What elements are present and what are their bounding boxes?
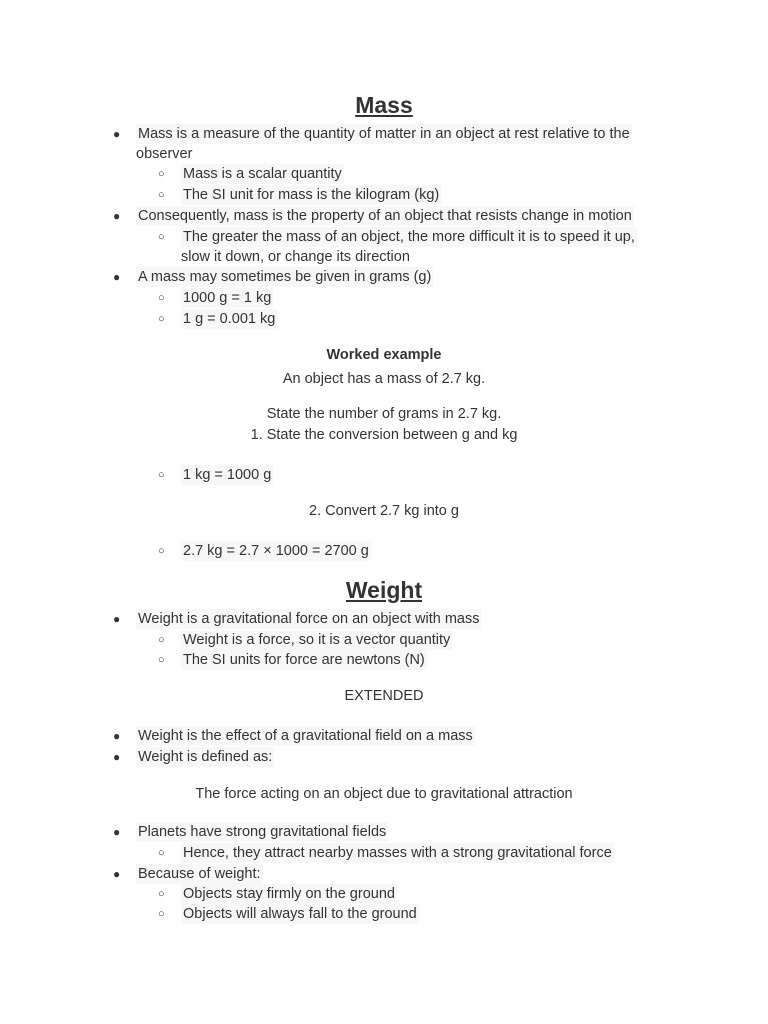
- bullet-icon: ●: [113, 825, 121, 839]
- weight-bullet-5-sub-2: Objects will always fall to the ground: [183, 906, 417, 922]
- hollow-bullet-icon: ○: [158, 292, 165, 304]
- mass-heading: Mass: [355, 92, 413, 118]
- worked-example-step-2-answer: 2.7 kg = 2.7 × 1000 = 2700 g: [183, 543, 369, 559]
- hollow-bullet-icon: ○: [158, 189, 165, 201]
- weight-definition: The force acting on an object due to gravitational attraction: [195, 786, 573, 802]
- bullet-icon: ●: [113, 750, 121, 764]
- mass-bullet-3-sub-1: 1000 g = 1 kg: [183, 290, 272, 306]
- bullet-icon: ●: [113, 209, 121, 223]
- hollow-bullet-icon: ○: [158, 469, 165, 481]
- worked-example-step-2: 2. Convert 2.7 kg into g: [309, 503, 459, 519]
- hollow-bullet-icon: ○: [158, 545, 165, 557]
- mass-bullet-3-sub-2: 1 g = 0.001 kg: [183, 311, 276, 327]
- mass-bullet-2-sub-1-continued: slow it down, or change its direction: [181, 249, 410, 265]
- worked-example-line-1: An object has a mass of 2.7 kg.: [282, 371, 486, 387]
- hollow-bullet-icon: ○: [158, 654, 165, 666]
- hollow-bullet-icon: ○: [158, 168, 165, 180]
- hollow-bullet-icon: ○: [158, 888, 165, 900]
- weight-bullet-1: Weight is a gravitational force on an object with mass: [138, 611, 480, 627]
- weight-heading: Weight: [345, 577, 423, 603]
- bullet-icon: ●: [113, 127, 121, 141]
- mass-bullet-2: Consequently, mass is the property of an object that resists change in motion: [138, 208, 632, 224]
- bullet-icon: ●: [113, 612, 121, 626]
- mass-bullet-3: A mass may sometimes be given in grams (g): [138, 269, 432, 285]
- worked-example-step-1: 1. State the conversion between g and kg: [250, 427, 518, 443]
- weight-bullet-4: Planets have strong gravitational fields: [138, 824, 387, 840]
- bullet-icon: ●: [113, 867, 121, 881]
- weight-bullet-5-sub-1: Objects stay firmly on the ground: [183, 886, 395, 902]
- worked-example-title: Worked example: [326, 347, 442, 363]
- weight-bullet-3: Weight is defined as:: [138, 749, 273, 765]
- mass-bullet-1-sub-2: The SI unit for mass is the kilogram (kg): [183, 187, 440, 203]
- weight-bullet-5: Because of weight:: [138, 866, 261, 882]
- mass-bullet-1-sub-1: Mass is a scalar quantity: [183, 166, 342, 182]
- bullet-icon: ●: [113, 270, 121, 284]
- mass-bullet-1-continued: observer: [136, 146, 193, 162]
- hollow-bullet-icon: ○: [158, 313, 165, 325]
- worked-example-step-1-answer: 1 kg = 1000 g: [183, 467, 272, 483]
- bullet-icon: ●: [113, 729, 121, 743]
- weight-bullet-2: Weight is the effect of a gravitational field on a mass: [138, 728, 473, 744]
- weight-bullet-1-sub-1: Weight is a force, so it is a vector quantity: [183, 632, 451, 648]
- hollow-bullet-icon: ○: [158, 847, 165, 859]
- mass-bullet-2-sub-1: The greater the mass of an object, the more difficult it is to speed it up,: [183, 229, 635, 245]
- weight-bullet-1-sub-2: The SI units for force are newtons (N): [183, 652, 425, 668]
- worked-example-line-2: State the number of grams in 2.7 kg.: [266, 406, 502, 422]
- hollow-bullet-icon: ○: [158, 231, 165, 243]
- mass-bullet-1: Mass is a measure of the quantity of matter in an object at rest relative to the: [138, 126, 630, 142]
- hollow-bullet-icon: ○: [158, 908, 165, 920]
- hollow-bullet-icon: ○: [158, 634, 165, 646]
- extended-label: EXTENDED: [344, 688, 424, 704]
- weight-bullet-4-sub-1: Hence, they attract nearby masses with a strong gravitational force: [183, 845, 612, 861]
